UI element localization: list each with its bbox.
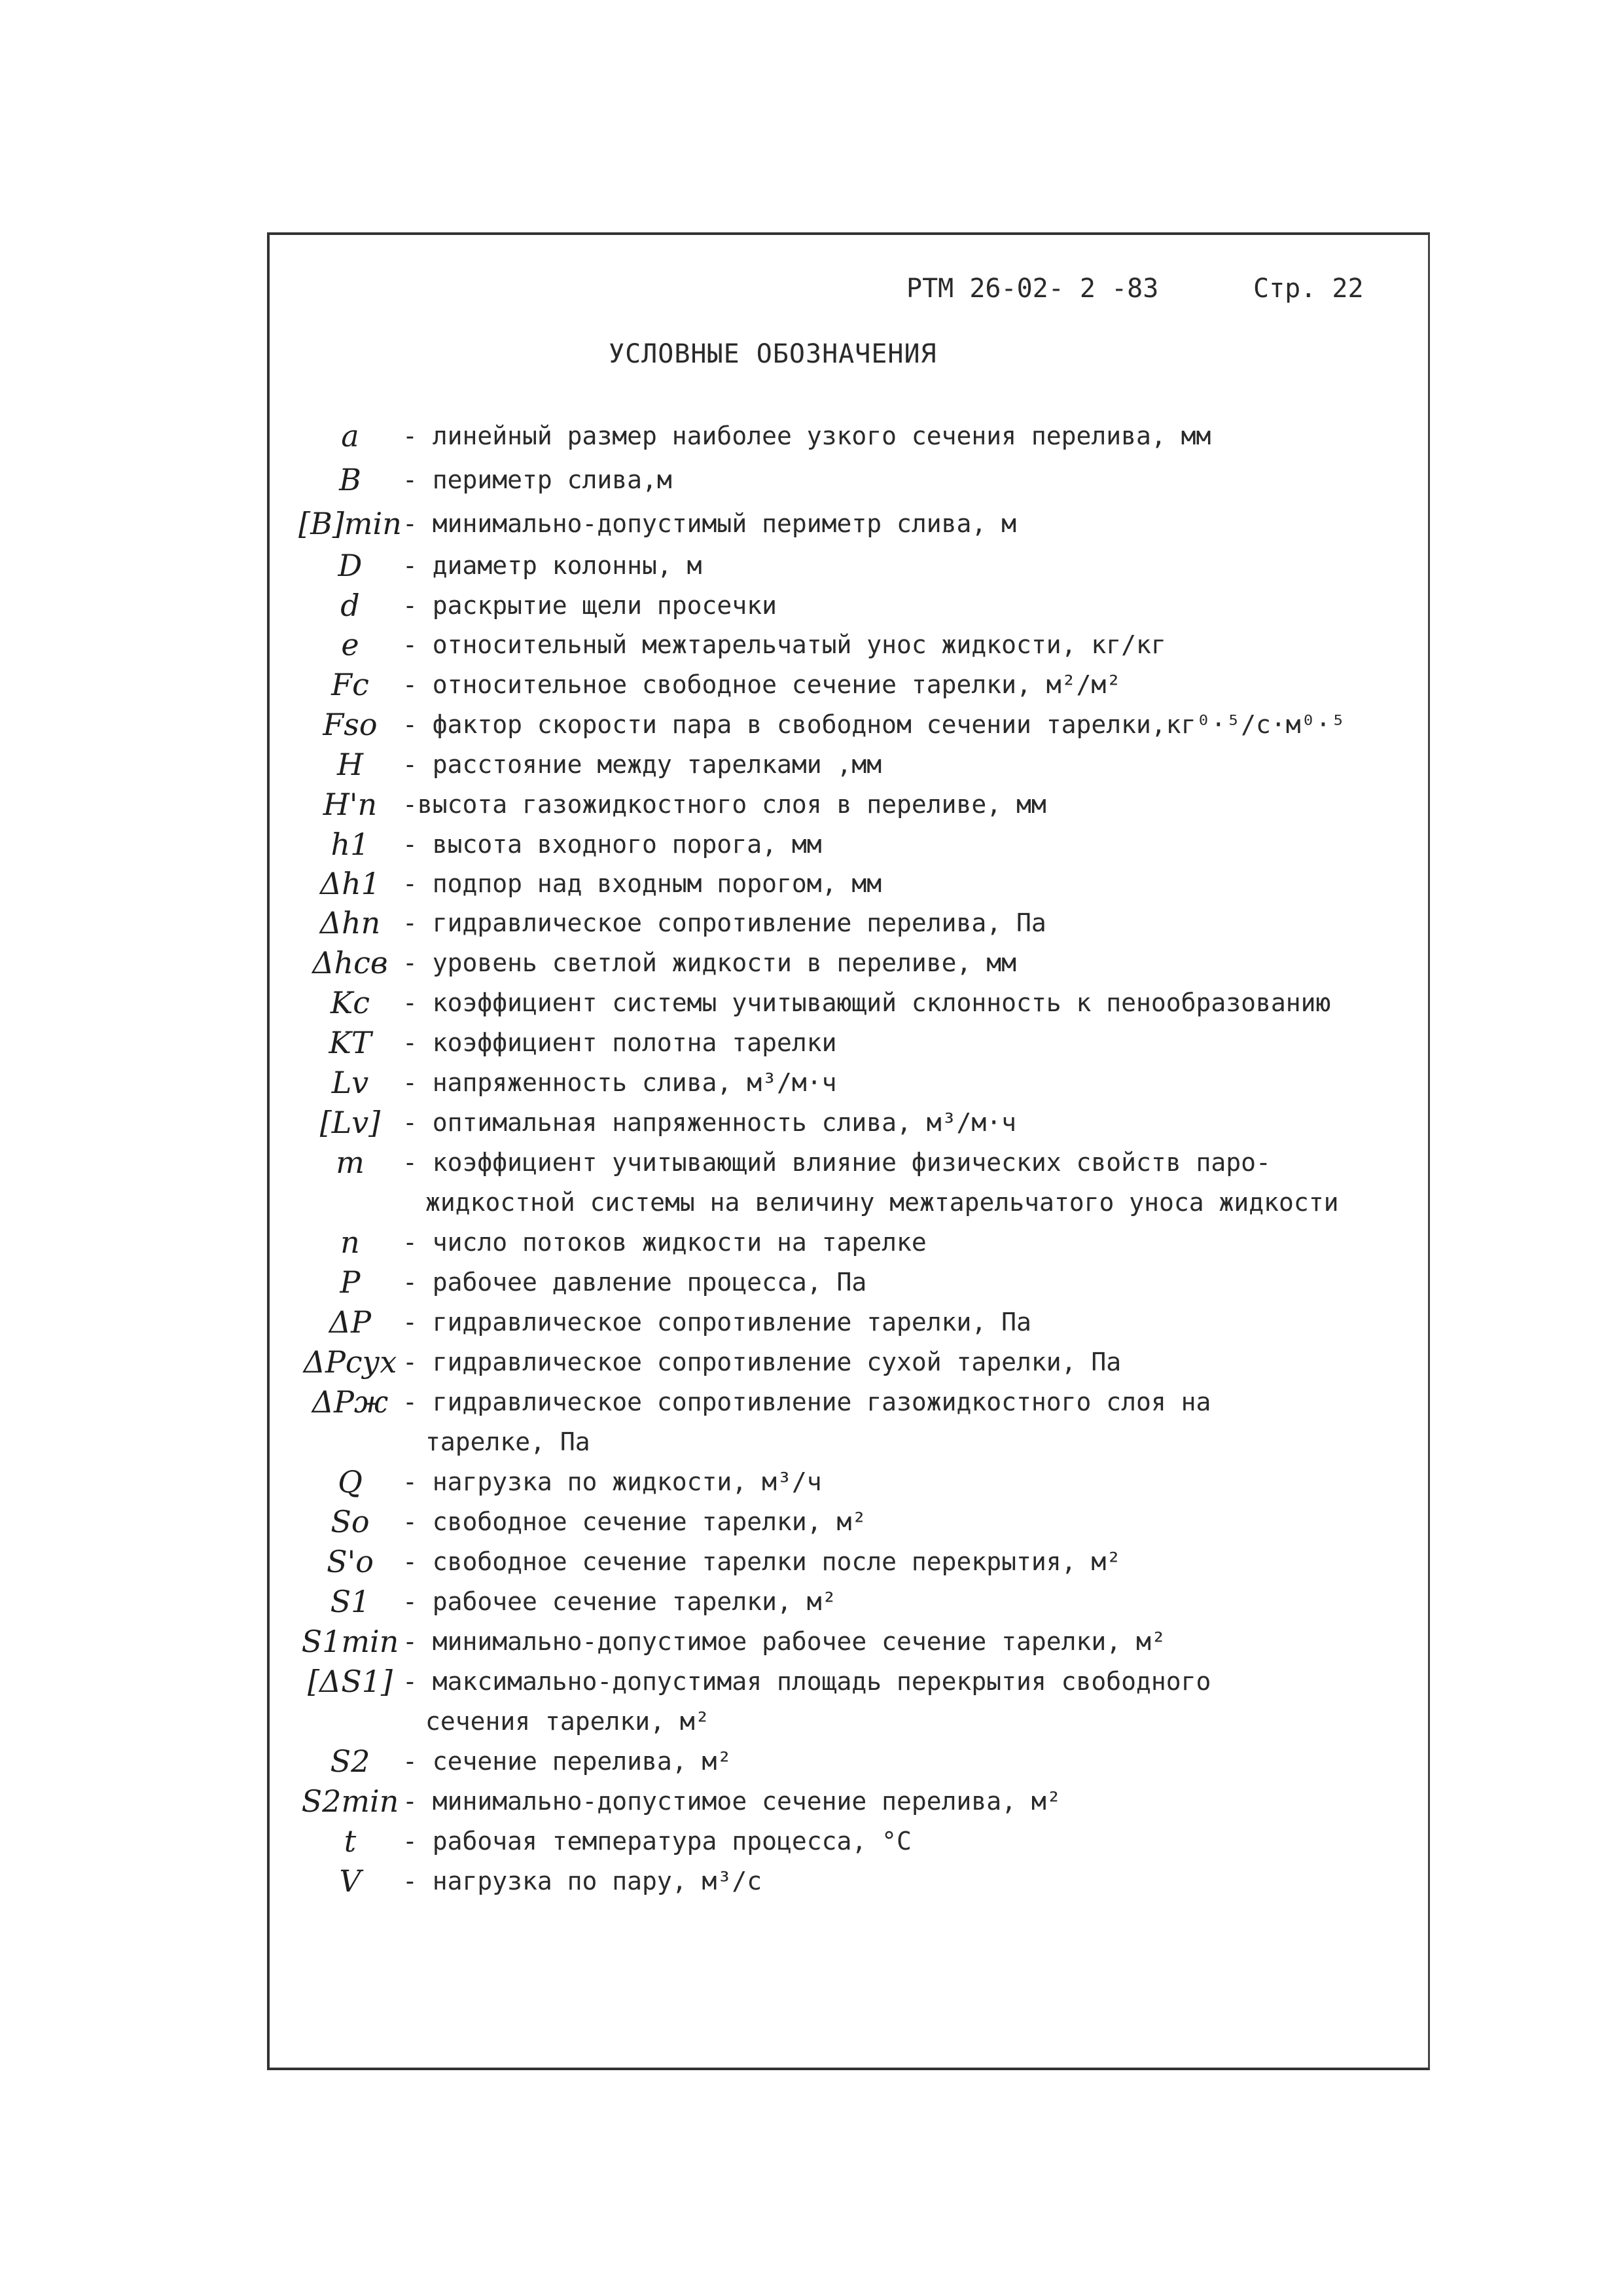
- symbol: B: [339, 462, 361, 497]
- symbol-description: - рабочая температура процесса, °С: [402, 1827, 912, 1856]
- symbol: Fso: [323, 707, 378, 742]
- symbol-description: - максимально-допустимая площадь перекрытия свободного: [402, 1667, 1211, 1696]
- symbol-description: - коэффициент полотна тарелки: [402, 1028, 837, 1057]
- symbol: e: [341, 627, 359, 662]
- symbol-description: - диаметр колонны, м: [402, 551, 702, 580]
- symbol-description: - относительное свободное сечение тарелки, м²/м²: [402, 670, 1122, 699]
- symbol-description: - коэффициент системы учитывающий склонность к пенообразованию: [402, 988, 1331, 1017]
- symbol: D: [338, 548, 363, 583]
- symbol: t: [344, 1823, 357, 1859]
- symbol-description: - относительный межтарельчатый унос жидкости, кг/кг: [402, 630, 1166, 659]
- symbol: Δh1: [319, 866, 381, 901]
- symbol: S1: [330, 1584, 370, 1619]
- symbol-description: - минимально-допустимое рабочее сечение тарелки, м²: [402, 1627, 1166, 1656]
- symbol-description: - фактор скорости пара в свободном сечении тарелки,кг⁰·⁵/с·м⁰·⁵: [402, 710, 1346, 739]
- symbol: S2: [330, 1744, 370, 1779]
- symbol: d: [340, 588, 360, 623]
- symbol-description: - гидравлическое сопротивление газожидкостного слоя на: [402, 1388, 1211, 1416]
- symbol: a: [341, 418, 359, 454]
- symbol: V: [339, 1863, 361, 1899]
- symbol: ΔPж: [312, 1384, 389, 1420]
- symbol: Kc: [330, 985, 370, 1020]
- symbol-description: - свободное сечение тарелки, м²: [402, 1507, 867, 1536]
- document-code: РТМ 26-02- 2 -83: [906, 274, 1159, 304]
- symbol-description: - гидравлическое сопротивление перелива, Па: [402, 908, 1046, 937]
- symbol: [Lv]: [319, 1105, 381, 1140]
- symbol: h1: [330, 827, 370, 862]
- symbol: P: [340, 1265, 361, 1300]
- symbol-description: тарелке, Па: [425, 1427, 590, 1456]
- symbol-description: - периметр слива,м: [402, 465, 672, 494]
- symbol: [B]min: [298, 506, 402, 541]
- symbol: H'n: [323, 787, 378, 822]
- symbol: [ΔS1]: [308, 1664, 393, 1699]
- symbol-description: - подпор над входным порогом, мм: [402, 869, 882, 898]
- symbol: Fc: [331, 667, 369, 702]
- symbol-description: - коэффициент учитывающий влияние физических свойств паро-: [402, 1148, 1271, 1177]
- symbol-description: -высота газожидкостного слоя в переливе, мм: [402, 790, 1046, 819]
- symbol: n: [340, 1225, 360, 1260]
- symbol-description: - число потоков жидкости на тарелке: [402, 1228, 927, 1257]
- symbol-description: - нагрузка по жидкости, м³/ч: [402, 1467, 822, 1496]
- symbol-description: - уровень светлой жидкости в переливе, мм: [402, 948, 1016, 977]
- symbol: S'o: [327, 1544, 374, 1579]
- symbol-description: - высота входного порога, мм: [402, 830, 822, 859]
- symbol-description: - гидравлическое сопротивление сухой тарелки, Па: [402, 1348, 1122, 1376]
- page-number: Стр. 22: [1253, 274, 1364, 304]
- symbol: S2min: [301, 1784, 399, 1819]
- symbol-description: - свободное сечение тарелки после перекрытия, м²: [402, 1547, 1122, 1576]
- symbol-description: - гидравлическое сопротивление тарелки, Па: [402, 1308, 1031, 1336]
- symbol-description: - напряженность слива, м³/м·ч: [402, 1068, 837, 1097]
- symbol: m: [336, 1145, 365, 1180]
- symbol: Q: [338, 1464, 363, 1499]
- symbol-description: - раскрытие щели просечки: [402, 591, 777, 620]
- symbol: S1min: [301, 1624, 399, 1659]
- symbol-description: - линейный размер наиболее узкого сечения перелива, мм: [402, 422, 1211, 450]
- symbol-description: - минимально-допустимый периметр слива, м: [402, 509, 1016, 538]
- symbol-description: - рабочее давление процесса, Па: [402, 1268, 867, 1297]
- symbol: Δhсв: [312, 945, 388, 980]
- symbol: ΔP: [329, 1304, 372, 1340]
- symbol-description: - оптимальная напряженность слива, м³/м·ч: [402, 1108, 1016, 1137]
- symbol: KT: [329, 1025, 372, 1060]
- symbol-description: - нагрузка по пару, м³/с: [402, 1867, 762, 1895]
- symbol-description: жидкостной системы на величину межтарельчатого уноса жидкости: [425, 1188, 1339, 1217]
- symbol-description: - сечение перелива, м²: [402, 1747, 732, 1776]
- symbol: Lv: [331, 1065, 369, 1100]
- symbol-description: сечения тарелки, м²: [425, 1707, 710, 1736]
- symbol: H: [336, 747, 364, 782]
- symbol: Δhn: [319, 905, 381, 941]
- symbol-description: - рабочее сечение тарелки, м²: [402, 1587, 837, 1616]
- symbol: ΔPсух: [303, 1344, 397, 1380]
- symbol-description: - расстояние между тарелками ,мм: [402, 750, 882, 779]
- page-title: УСЛОВНЫЕ ОБОЗНАЧЕНИЯ: [609, 339, 937, 369]
- symbol: So: [330, 1504, 370, 1539]
- symbol-description: - минимально-допустимое сечение перелива, м²: [402, 1787, 1061, 1816]
